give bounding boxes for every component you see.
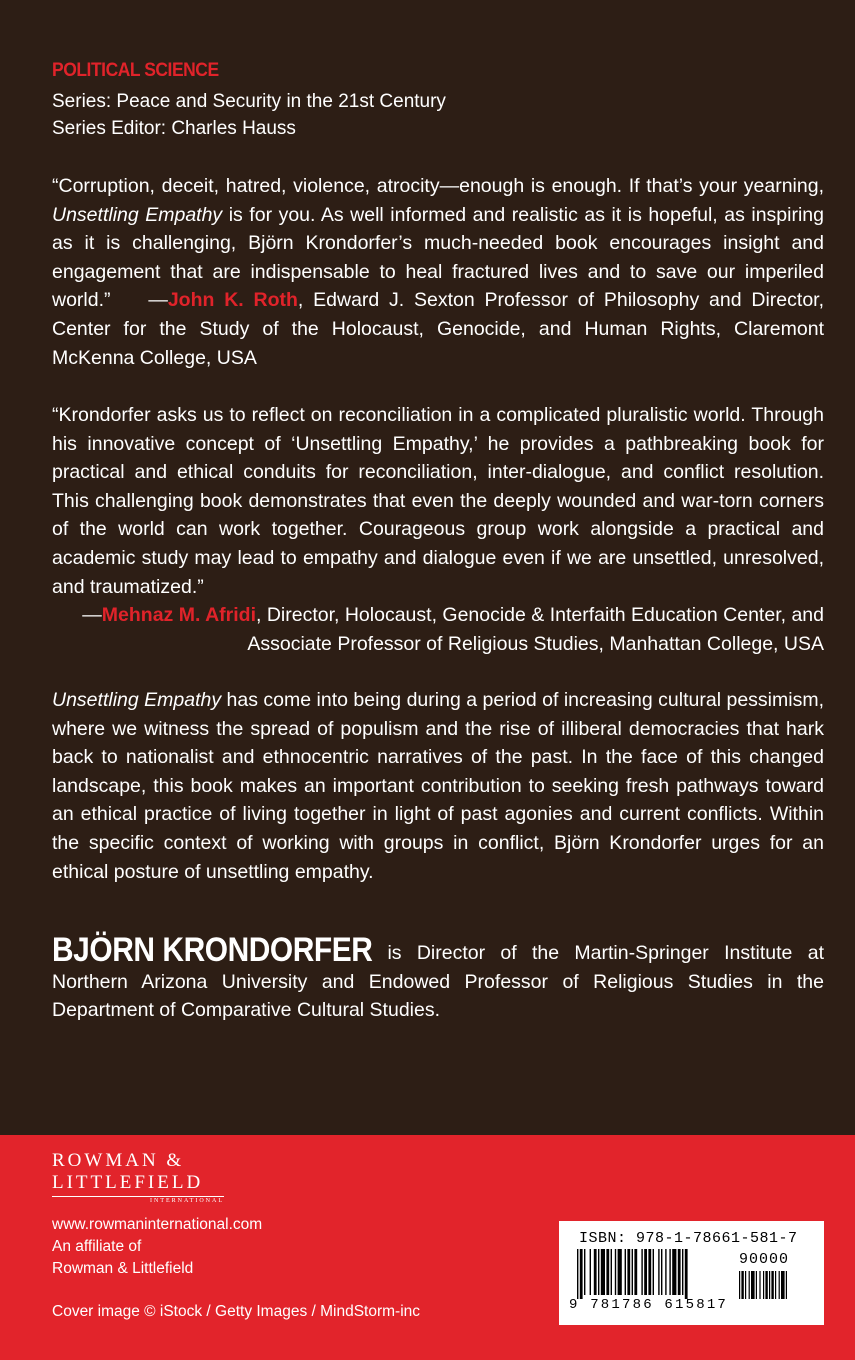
barcode-bar: [682, 1249, 683, 1295]
endorser-affiliation: , Director, Holocaust, Genocide & Interfaith Education Center, and Associate Professor of Religious Studies, Manhattan College, USA: [247, 604, 824, 655]
barcode-bar: [632, 1249, 633, 1295]
publisher-info: [52, 1214, 262, 1280]
barcode-bar: [634, 1249, 637, 1295]
barcode-bar: [644, 1249, 647, 1295]
book-title-italic: Unsettling Empathy: [52, 203, 223, 226]
description-text: has come into being during a period of increasing cultural pessimism, where we witness the spread of populism and the rise of illiberal democracies that hark back to nationalist and ethnocentric narratives of the past. In the face of this changed landscape, this book makes an important contribution to seeking fresh pathways toward an ethical practice of living together in light of past agonies and current conflicts. Within the specific context of working with groups in conflict, Björn Krondorfer urges for an ethical posture of unsettling empathy.: [52, 689, 824, 883]
endorsement-roth: [52, 172, 824, 372]
logo-line-1: ROWMAN &: [52, 1150, 185, 1171]
attribution: [52, 601, 824, 658]
barcode-addon-bar: [739, 1271, 740, 1299]
barcode-bar: [672, 1249, 676, 1295]
cover-image-credit: Cover image © iStock / Getty Images / MindStorm-inc: [52, 1303, 421, 1320]
quote-text: is for you. As well informed and realistic as it is hopeful, as inspiring as it is challenging, Björn Krondorfer’s much-needed book encourages insight and engagement that are indispensable to heal fractured lives and to save our imperiled world.”: [52, 203, 824, 312]
affiliate-line-1: An affiliate of: [52, 1238, 142, 1255]
barcode-bar: [580, 1249, 583, 1299]
isbn-label: ISBN: 978-1-78661-581-7: [579, 1230, 798, 1247]
book-title-italic: Unsettling Empathy: [52, 689, 222, 711]
barcode-bar: [653, 1249, 654, 1295]
endorser-affiliation: , Edward J. Sexton Professor of Philosophy and Director, Center for the Study of the Holocaust, Genocide, and Human Rights, Claremont McKenna College, USA: [52, 289, 824, 369]
barcode-bar: [611, 1249, 612, 1295]
barcode-bar: [601, 1249, 605, 1295]
isbn-barcode-box: [559, 1221, 824, 1325]
barcode-bar: [577, 1249, 578, 1299]
barcode-bar: [661, 1249, 662, 1295]
barcode-bar: [627, 1249, 630, 1295]
endorsement-afridi: [52, 401, 824, 658]
barcode-addon-bar: [769, 1271, 770, 1299]
author-bio-text: is Director of the Martin-Springer Institute at Northern Arizona University and Endowed Professor of Religious Studies in the Department of Comparative Cultural Studies.: [52, 942, 824, 1022]
attribution-dash: —: [148, 289, 168, 312]
attribution-dash: —: [82, 604, 102, 627]
quote-text: “Corruption, deceit, hatred, violence, atrocity—enough is enough. If that’s your yearning,: [52, 175, 824, 197]
barcode-addon-bar: [763, 1271, 764, 1299]
barcode-bar: [618, 1249, 622, 1295]
barcode-bar: [665, 1249, 666, 1295]
barcode-addon-bar: [771, 1271, 773, 1299]
category-label: POLITICAL SCIENCE: [52, 60, 219, 81]
barcode-bar: [678, 1249, 681, 1295]
barcode-bar: [658, 1249, 659, 1295]
quote-text: “Krondorfer asks us to reflect on reconciliation in a complicated pluralistic world. Through his innovative concept of ‘Unsettling Empathy,’ he provides a pathbreaking book for practical and ethical conduits for reconciliation, inter-dialogue, and conflict resolution. This challenging book demonstrates that even the deeply wounded and war-torn corners of the world can work together. Courageous group work alongside a practical and academic study may lead to empathy and dialogue even if we are unsettled, unresolved, and traumatized.”: [52, 404, 824, 598]
affiliate-line-2: Rowman & Littlefield: [52, 1260, 194, 1277]
barcode-bar: [598, 1249, 599, 1295]
barcode-addon-bar: [756, 1271, 757, 1299]
barcode-addon-bar: [765, 1271, 767, 1299]
barcode-addon-bar: [751, 1271, 755, 1299]
barcode-bar: [648, 1249, 651, 1295]
book-description: [52, 686, 824, 886]
series-info: [52, 88, 446, 142]
logo-line-2: LITTLEFIELD: [52, 1172, 204, 1193]
barcode-addon-bar: [786, 1271, 787, 1299]
author-name: BJÖRN KRONDORFER: [52, 931, 373, 969]
endorser-name: Mehnaz M. Afridi: [101, 604, 256, 627]
barcode-addon-bar: [741, 1271, 743, 1299]
series-editor: Series Editor: Charles Hauss: [52, 118, 296, 139]
barcode-bar: [615, 1249, 616, 1295]
barcode-addon-bar: [745, 1271, 746, 1299]
barcode-addon-bar: [775, 1271, 776, 1299]
barcode-bar: [685, 1249, 688, 1299]
barcode-bar: [641, 1249, 642, 1295]
barcode-bar: [594, 1249, 597, 1295]
barcode-addon: 90000: [739, 1251, 790, 1268]
barcode-bar: [606, 1249, 609, 1295]
endorser-name: John K. Roth: [167, 289, 298, 312]
publisher-logo: [52, 1150, 224, 1204]
barcode-bar: [669, 1249, 670, 1295]
barcode-addon-bar: [779, 1271, 780, 1299]
publisher-website: www.rowmaninternational.com: [52, 1216, 263, 1233]
barcode-bar: [584, 1249, 585, 1295]
series-name: Series: Peace and Security in the 21st Century: [52, 91, 446, 112]
logo-line-3: INTERNATIONAL: [52, 1196, 224, 1204]
barcode-bar: [590, 1249, 591, 1295]
barcode-addon-bar: [749, 1271, 750, 1299]
barcode-addon-bar: [759, 1271, 760, 1299]
author-bio: [52, 931, 824, 1025]
barcode-number: 9 781786 615817: [569, 1297, 729, 1313]
barcode-addon-bar: [781, 1271, 785, 1299]
barcode-bar: [625, 1249, 626, 1295]
